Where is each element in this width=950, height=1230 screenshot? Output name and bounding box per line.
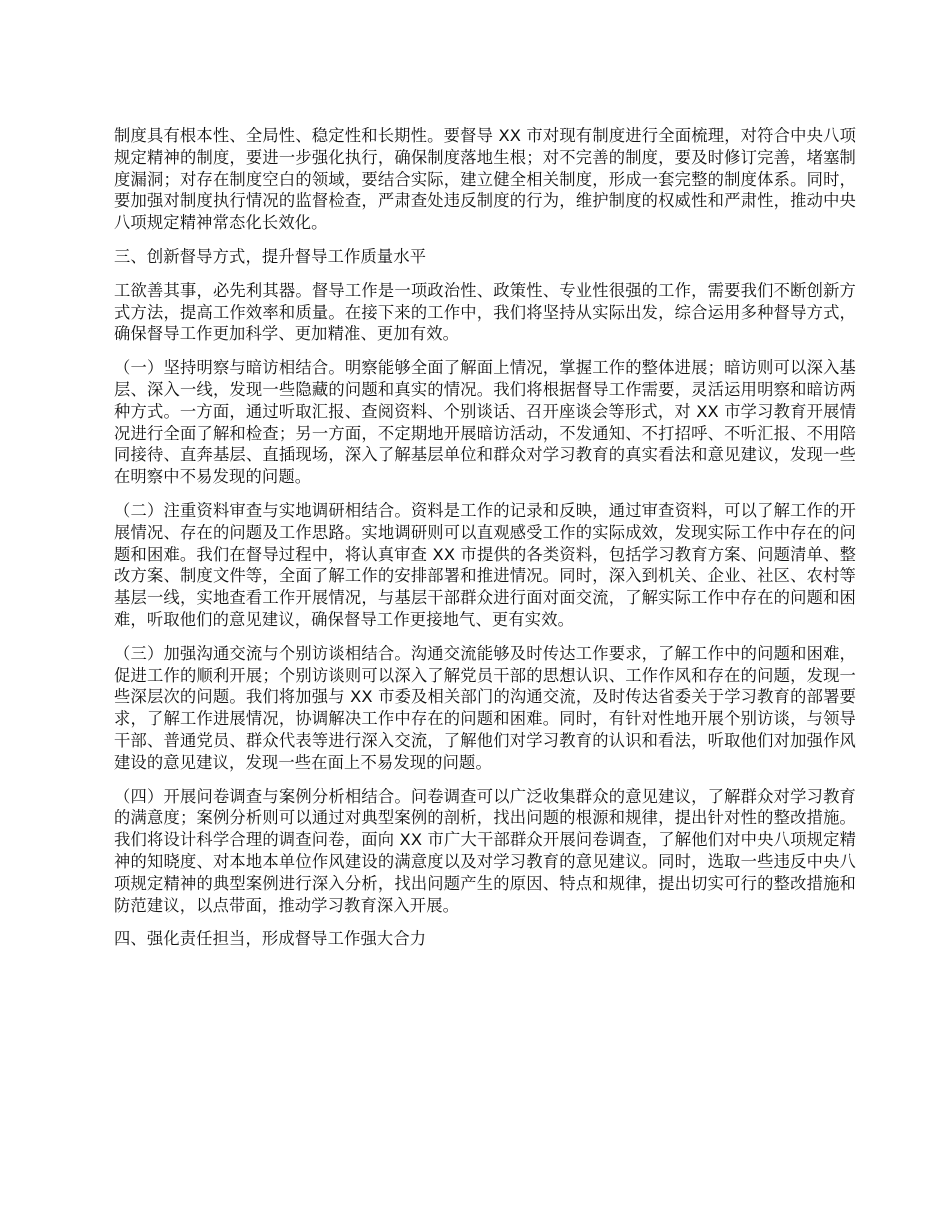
paragraph-point-2: （二）注重资料审查与实地调研相结合。资料是工作的记录和反映，通过审查资料，可以了解工作的开展情况、存在的问题及工作思路。实地调研则可以直观感受工作的实际成效，发现实际工作中存在的问题和困难。我们在督导过程中，将认真审查 XX 市提供的各类资料，包括学习教育方案、问题清单、整改方案、制度文件等，全面了解工作的安排部署和推进情况。同时，深入到机关、企业、社区、农村等基层一线，实地查看工作开展情况，与基层干部群众进行面对面交流，了解实际工作中存在的问题和困难，听取他们的意见建议，确保督导工作更接地气、更有实效。 — [114, 500, 856, 629]
paragraph-point-4: （四）开展问卷调查与案例分析相结合。问卷调查可以广泛收集群众的意见建议，了解群众对学习教育的满意度；案例分析则可以通过对典型案例的剖析，找出问题的根源和规律，提出针对性的整改措施。我们将设计科学合理的调查问卷，面向 XX 市广大干部群众开展问卷调查，了解他们对中央八项规定精神的知晓度、对本地本单位作风建设的满意度以及对学习教育的意见建议。同时，选取一些违反中央八项规定精神的典型案例进行深入分析，找出问题产生的原因、特点和规律，提出切实可行的整改措施和防范建议，以点带面，推动学习教育深入开展。 — [114, 786, 856, 915]
paragraph-section-3-intro: 工欲善其事，必先利其器。督导工作是一项政治性、政策性、专业性很强的工作，需要我们不断创新方式方法，提高工作效率和质量。在接下来的工作中，我们将坚持从实际出发，综合运用多种督导方式，确保督导工作更加科学、更加精准、更加有效。 — [114, 280, 856, 344]
document-body — [114, 125, 856, 962]
paragraph-point-3: （三）加强沟通交流与个别访谈相结合。沟通交流能够及时传达工作要求，了解工作中的问题和困难，促进工作的顺利开展；个别访谈则可以深入了解党员干部的思想认识、工作作风和存在的问题，发现一些深层次的问题。我们将加强与 XX 市委及相关部门的沟通交流，及时传达省委关于学习教育的部署要求，了解工作进展情况，协调解决工作中存在的问题和困难。同时，有针对性地开展个别访谈，与领导干部、普通党员、群众代表等进行深入交流，了解他们对学习教育的认识和看法，听取他们对加强作风建设的意见建议，发现一些在面上不易发现的问题。 — [114, 643, 856, 772]
paragraph-point-1: （一）坚持明察与暗访相结合。明察能够全面了解面上情况，掌握工作的整体进展；暗访则可以深入基层、深入一线，发现一些隐藏的问题和真实的情况。我们将根据督导工作需要，灵活运用明察和暗访两种方式。一方面，通过听取汇报、查阅资料、个别谈话、召开座谈会等形式，对 XX 市学习教育开展情况进行全面了解和检查；另一方面，不定期地开展暗访活动，不发通知、不打招呼、不听汇报、不用陪同接待、直奔基层、直插现场，深入了解基层单位和群众对学习教育的真实看法和意见建议，发现一些在明察中不易发现的问题。 — [114, 358, 856, 487]
section-heading-4: 四、强化责任担当，形成督导工作强大合力 — [114, 929, 427, 949]
paragraph-institution-building: 制度具有根本性、全局性、稳定性和长期性。要督导 XX 市对现有制度进行全面梳理，对符合中央八项规定精神的制度，要进一步强化执行，确保制度落地生根；对不完善的制度，要及时修订完善，堵塞制度漏洞；对存在制度空白的领域，要结合实际，建立健全相关制度，形成一套完整的制度体系。同时，要加强对制度执行情况的监督检查，严肃查处违反制度的行为，维护制度的权威性和严肃性，推动中央八项规定精神常态化长效化。 — [114, 126, 856, 233]
section-heading-3: 三、创新督导方式，提升督导工作质量水平 — [114, 246, 427, 266]
